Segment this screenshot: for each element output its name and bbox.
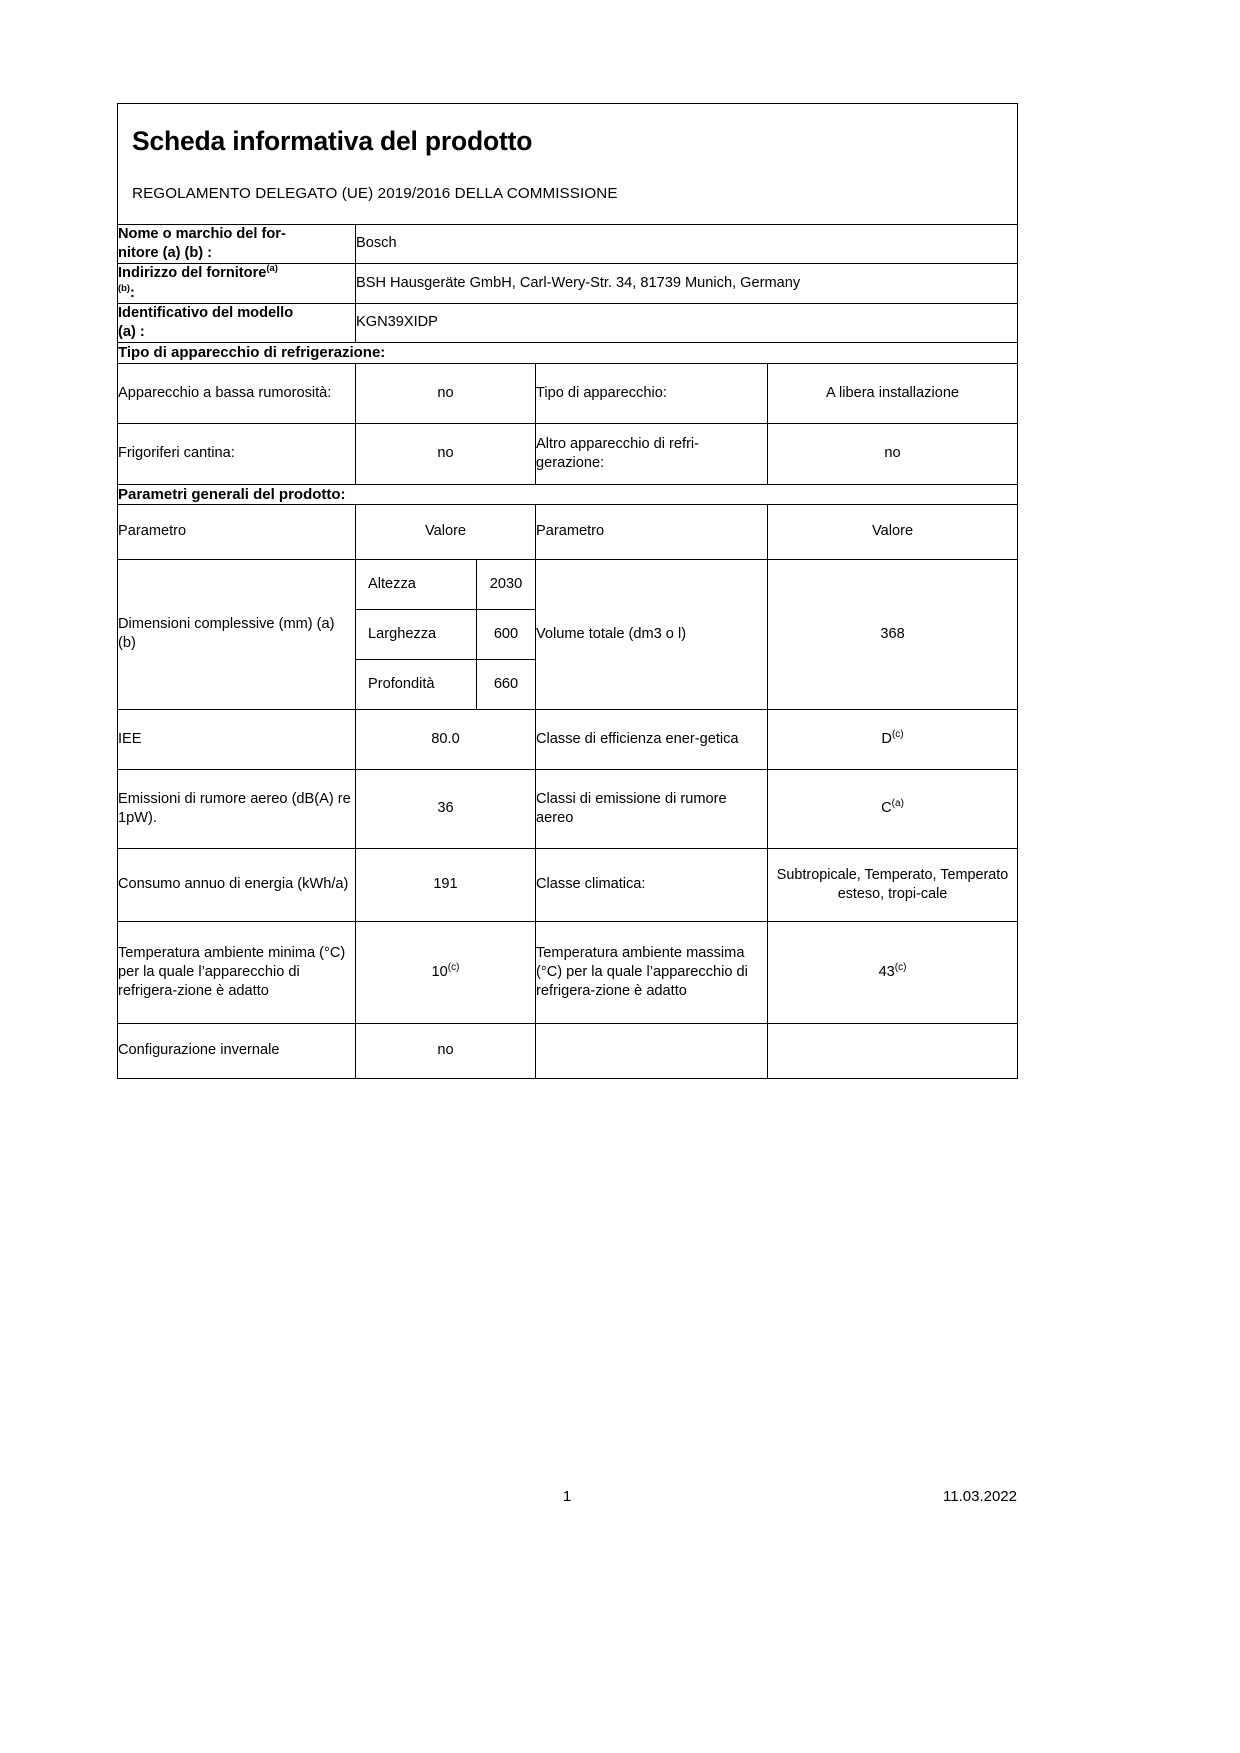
energy-class-value-cell (768, 709, 1018, 769)
dimension-item (356, 659, 535, 708)
page-title: Scheda informativa del prodotto (132, 126, 533, 156)
supplier-address-row (118, 264, 1018, 304)
title-cell (118, 104, 1018, 168)
dimensions-subtable (356, 560, 535, 709)
min-ambient-temperature-value: 10 (431, 963, 448, 980)
winter-configuration-value: no (356, 1024, 536, 1078)
noise-emissions-label: Emissioni di rumore aereo (dB(A) re 1pW). (118, 769, 356, 849)
noise-class-value: C (881, 800, 892, 817)
footnote-marker-c: (c) (891, 728, 904, 740)
dimensions-label: Dimensioni complessive (mm) (a) (b) (118, 559, 356, 709)
energy-consumption-label: Consumo annuo di energia (kWh/a) (118, 849, 356, 921)
header-parameter-left: Parametro (118, 505, 356, 559)
model-identifier-row (118, 303, 1018, 343)
general-parameters-section-title: Parametri generali del prodotto: (118, 484, 1018, 505)
footnote-marker-c: (c) (894, 962, 907, 973)
energy-class-label: Classe di efficienza ener-getica (536, 709, 768, 769)
page-number: 1 (562, 1488, 572, 1505)
energy-consumption-row (118, 849, 1018, 921)
total-volume-value: 368 (768, 559, 1018, 709)
ambient-temperature-row (118, 921, 1018, 1024)
appliance-kind-label: Tipo di apparecchio: (536, 364, 768, 424)
noise-emissions-row (118, 769, 1018, 849)
footnote-marker-c: (c) (447, 962, 460, 973)
supplier-name-row (118, 224, 1018, 264)
wine-storage-label: Frigoriferi cantina: (118, 424, 356, 484)
noise-class-label: Classi di emissione di rumore aereo (536, 769, 768, 849)
other-refrigerating-label: Altro apparecchio di refri-gerazione: (536, 424, 768, 484)
dimension-item (356, 560, 535, 609)
appliance-type-section-row (118, 343, 1018, 364)
supplier-address-label-line1: Indirizzo del fornitore (118, 265, 267, 282)
parameters-header-row (118, 505, 1018, 559)
wine-storage-value: no (356, 424, 536, 484)
other-refrigerating-value: no (768, 424, 1018, 484)
min-ambient-temperature-value-cell (356, 921, 536, 1024)
footnote-marker-b: (b) (118, 281, 130, 293)
low-noise-label: Apparecchio a bassa rumorosità: (118, 364, 356, 424)
supplier-name-value: Bosch (356, 224, 1018, 264)
empty-value-cell (768, 1024, 1018, 1078)
supplier-address-value: BSH Hausgeräte GmbH, Carl-Wery-Str. 34, 81739 Munich, Germany (356, 264, 1018, 304)
title-row (118, 104, 1018, 168)
model-identifier-label-line1: Identificativo del modello (118, 304, 294, 321)
product-information-sheet (117, 103, 1017, 1079)
dimension-depth-label: Profondità (356, 659, 477, 708)
supplier-name-label-line1: Nome o marchio del for- (118, 225, 286, 242)
low-noise-value: no (356, 364, 536, 424)
model-identifier-value: KGN39XIDP (356, 303, 1018, 343)
max-ambient-temperature-value: 43 (878, 963, 895, 980)
dimension-width-value: 600 (477, 609, 536, 659)
supplier-name-label (118, 224, 356, 264)
dimension-item (356, 609, 535, 659)
regulation-cell (118, 168, 1018, 225)
regulation-row (118, 168, 1018, 225)
wine-storage-row (118, 424, 1018, 484)
iee-label: IEE (118, 709, 356, 769)
climate-class-value: Subtropicale, Temperato, Temperato esteso, tropi-cale (768, 849, 1018, 921)
dimensions-row (118, 559, 1018, 709)
document-date: 11.03.2022 (943, 1488, 1017, 1505)
general-parameters-section-row (118, 484, 1018, 505)
min-ambient-temperature-label: Temperatura ambiente minima (°C) per la quale l’apparecchio di refrigera-zione è adatto (118, 921, 356, 1024)
footnote-marker-a: (a) (891, 798, 904, 810)
max-ambient-temperature-label: Temperatura ambiente massima (°C) per la quale l’apparecchio di refrigera-zione è adatto (536, 921, 768, 1024)
regulation-text: REGOLAMENTO DELEGATO (UE) 2019/2016 DELLA COMMISSIONE (132, 184, 618, 202)
energy-consumption-value: 191 (356, 849, 536, 921)
header-value-right: Valore (768, 505, 1018, 559)
model-identifier-label-line2: (a) : (118, 324, 145, 341)
dimension-height-value: 2030 (489, 575, 523, 592)
appliance-type-section-title: Tipo di apparecchio di refrigerazione: (118, 343, 1018, 364)
footnote-marker-a: (a) (266, 262, 278, 274)
supplier-address-label (118, 264, 356, 304)
dimension-width-label: Larghezza (356, 609, 477, 659)
winter-configuration-row (118, 1024, 1018, 1078)
iee-row (118, 709, 1018, 769)
max-ambient-temperature-value-cell (768, 921, 1018, 1024)
empty-label-cell (536, 1024, 768, 1078)
total-volume-label: Volume totale (dm3 o l) (536, 559, 768, 709)
low-noise-row (118, 364, 1018, 424)
supplier-name-label-line2: nitore (a) (b) : (118, 245, 213, 262)
supplier-address-label-colon: : (129, 284, 135, 301)
model-identifier-label (118, 303, 356, 343)
header-value-left: Valore (356, 505, 536, 559)
dimension-depth-value: 660 (477, 659, 536, 708)
header-parameter-right: Parametro (536, 505, 768, 559)
energy-class-value: D (881, 730, 892, 747)
product-fiche-table (117, 103, 1018, 1079)
noise-emissions-value: 36 (356, 769, 536, 849)
dimensions-subtable-cell (356, 559, 536, 709)
appliance-kind-value: A libera installazione (768, 364, 1018, 424)
winter-configuration-label: Configurazione invernale (118, 1024, 356, 1078)
dimension-height-label: Altezza (356, 560, 477, 609)
iee-value: 80.0 (356, 709, 536, 769)
climate-class-label: Classe climatica: (536, 849, 768, 921)
noise-class-value-cell (768, 769, 1018, 849)
